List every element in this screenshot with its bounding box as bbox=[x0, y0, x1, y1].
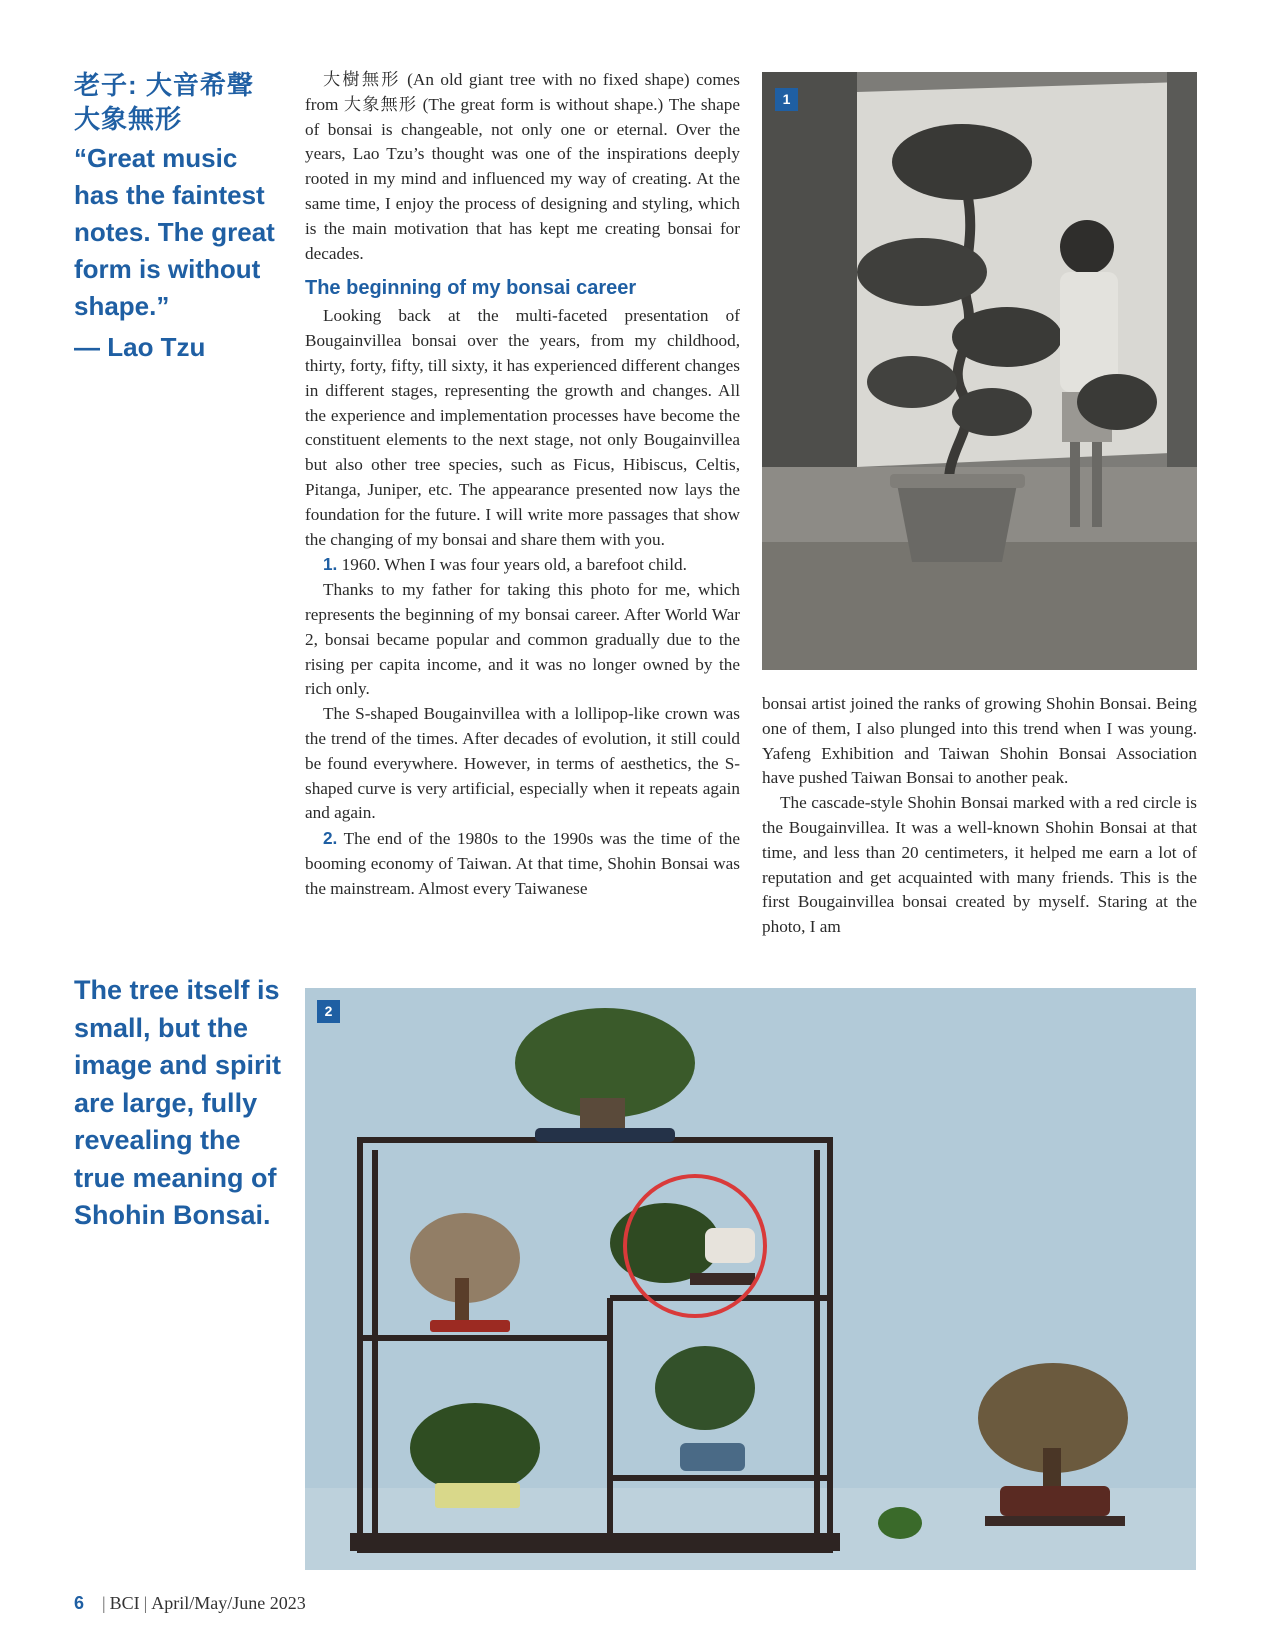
photo-1-number-badge: 1 bbox=[775, 88, 798, 111]
page-number: 6 bbox=[74, 1593, 85, 1613]
lao-tzu-quote bbox=[74, 68, 279, 366]
photo-1-illustration bbox=[762, 72, 1197, 670]
publication-name: BCI bbox=[109, 1593, 140, 1613]
body-paragraph-3: The S-shaped Bougainvillea with a lollipop-like crown was the trend of the times. After decades of evolution, it still could be found everywhere. However, in terms of aesthetics, the S-shaped curve is very artificial, especially when it repeats again and again. bbox=[305, 704, 740, 823]
quote-chinese-line-2: 大象無形 bbox=[74, 104, 183, 134]
intro-paragraph: 大樹無形 (An old giant tree with no fixed shape) comes from 大象無形 (The great form is without shape.) The shape of bonsai is changeable, not only one or eternal. Over the years, Lao Tzu’s thought was one of the inspirations deeply rooted in my mind and influenced my way of creating. At the same time, I enjoy the process of designing and styling, which is the main motivation that has kept me creating bonsai for decades. bbox=[305, 70, 740, 263]
photo-2-illustration bbox=[305, 988, 1196, 1570]
photo-2-number-badge: 2 bbox=[317, 1000, 340, 1023]
item-1-number: 1. bbox=[323, 554, 338, 575]
section-heading: The beginning of my bonsai career bbox=[305, 277, 637, 300]
photo-shohin-display bbox=[305, 988, 1196, 1570]
item-1-text: 1960. When I was four years old, a barefoot child. bbox=[341, 555, 687, 575]
article-column-left bbox=[305, 68, 740, 902]
issue-date: April/May/June 2023 bbox=[151, 1593, 306, 1613]
page-footer: 6 | BCI | April/May/June 2023 bbox=[74, 1593, 306, 1613]
right-continuation-paragraph: bonsai artist joined the ranks of growing Shohin Bonsai. Being one of them, I also plunged into this trend when I was young. Yafeng Exhibition and Taiwan Shohin Bonsai Association have pushed Taiwan Bonsai to another peak. bbox=[762, 694, 1197, 788]
quote-chinese-line-1: 老子: 大音希聲 bbox=[74, 70, 254, 100]
quote-attribution: — Lao Tzu bbox=[74, 332, 206, 362]
item-2-paragraph bbox=[305, 826, 740, 901]
body-paragraph-2: Thanks to my father for taking this photo for me, which represents the beginning of my bonsai career. After World War 2, bonsai became popular and common gradually due to the rising per capita income, and it was no longer owned by the rich only. bbox=[305, 580, 740, 699]
item-2-text: The end of the 1980s to the 1990s was the time of the booming economy of Taiwan. At that time, Shohin Bonsai was the mainstream. Almost every Taiwanese bbox=[305, 829, 740, 898]
pull-quote: The tree itself is small, but the image and spirit are large, fully revealing the true meaning of Shohin Bonsai. bbox=[74, 975, 282, 1230]
right-paragraph-2: The cascade-style Shohin Bonsai marked with a red circle is the Bougainvillea. It was a well-known Shohin Bonsai at that time, and less than 20 centimeters, it helped me earn a lot of reputation and get acquainted with many friends. This is the first Bougainvillea bonsai created by myself. Staring at the photo, I am bbox=[762, 793, 1197, 937]
photo-child-with-bonsai bbox=[762, 72, 1197, 670]
quote-english: “Great music has the faintest notes. The great form is without shape.” bbox=[74, 143, 275, 321]
item-1-paragraph bbox=[305, 552, 740, 578]
item-2-number: 2. bbox=[323, 828, 338, 849]
article-column-right bbox=[762, 692, 1197, 940]
body-paragraph-1: Looking back at the multi-faceted presentation of Bougainvillea bonsai over the years, from my childhood, thirty, forty, fifty, till sixty, it has experienced different changes in different stages, representing the growth and changes. All the experience and implementation processes have become the constituent elements to the next stage, not only Bougainvillea but also other tree species, such as Ficus, Hibiscus, Celtis, Pitanga, Juniper, etc. The appearance presented now lays the foundation for the future. I will write more passages that show the changing of my bonsai and share them with you. bbox=[305, 306, 740, 549]
